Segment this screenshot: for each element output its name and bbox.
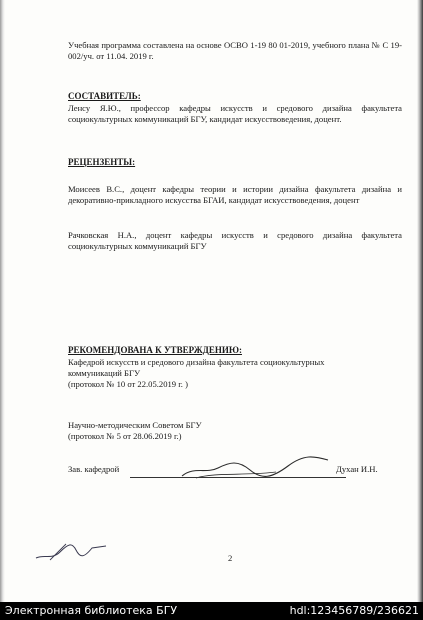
recommended-department-protocol: (протокол № 10 от 22.05.2019 г. ) (68, 379, 188, 389)
page-number: 2 (228, 553, 233, 563)
compiler-heading: СОСТАВИТЕЛЬ: (68, 91, 141, 101)
intro-text: Учебная программа составлена на основе ОСВО 1-19 80 01-2019, учебного плана № С 19-002/уч. от 11.04. 2019 г. (68, 40, 402, 61)
recommended-council: Научно-методическим Советом БГУ (68, 420, 202, 430)
scan-edge-left (0, 0, 5, 602)
footer-handle: hdl:123456789/236621 (289, 604, 419, 617)
compiler-text: Ленсу Я.Ю., профессор кафедры искусств и средового дизайна факультета социокультурных коммуникаций БГУ, кандидат искусствоведения, доцент. (68, 103, 402, 124)
scan-edge-right (417, 0, 423, 602)
signature-line (130, 477, 346, 478)
reviewer-item: Моисеев В.С., доцент кафедры теории и истории дизайна факультета дизайна и декоративно-прикладного искусства БГАИ, кандидат искусствоведения, доцент (68, 184, 402, 205)
recommended-heading: РЕКОМЕНДОВАНА К УТВЕРЖДЕНИЮ: (68, 345, 242, 355)
footer-library-name: Электронная библиотека БГУ (5, 604, 178, 617)
library-footer (0, 602, 423, 620)
reviewer-item: Рачковская Н.А., доцент кафедры искусств и средового дизайна факультета социокультурных коммуникаций БГУ (68, 230, 402, 251)
reviewers-heading: РЕЦЕНЗЕНТЫ: (68, 157, 136, 167)
head-name: Духан И.Н. (336, 464, 378, 474)
margin-signature (32, 536, 110, 566)
recommended-department: Кафедрой искусств и средового дизайна факультета социокультурных коммуникаций БГУ (68, 357, 325, 378)
recommended-council-protocol: (протокол № 5 от 28.06.2019 г.) (68, 431, 182, 441)
head-label: Зав. кафедрой (68, 464, 120, 474)
